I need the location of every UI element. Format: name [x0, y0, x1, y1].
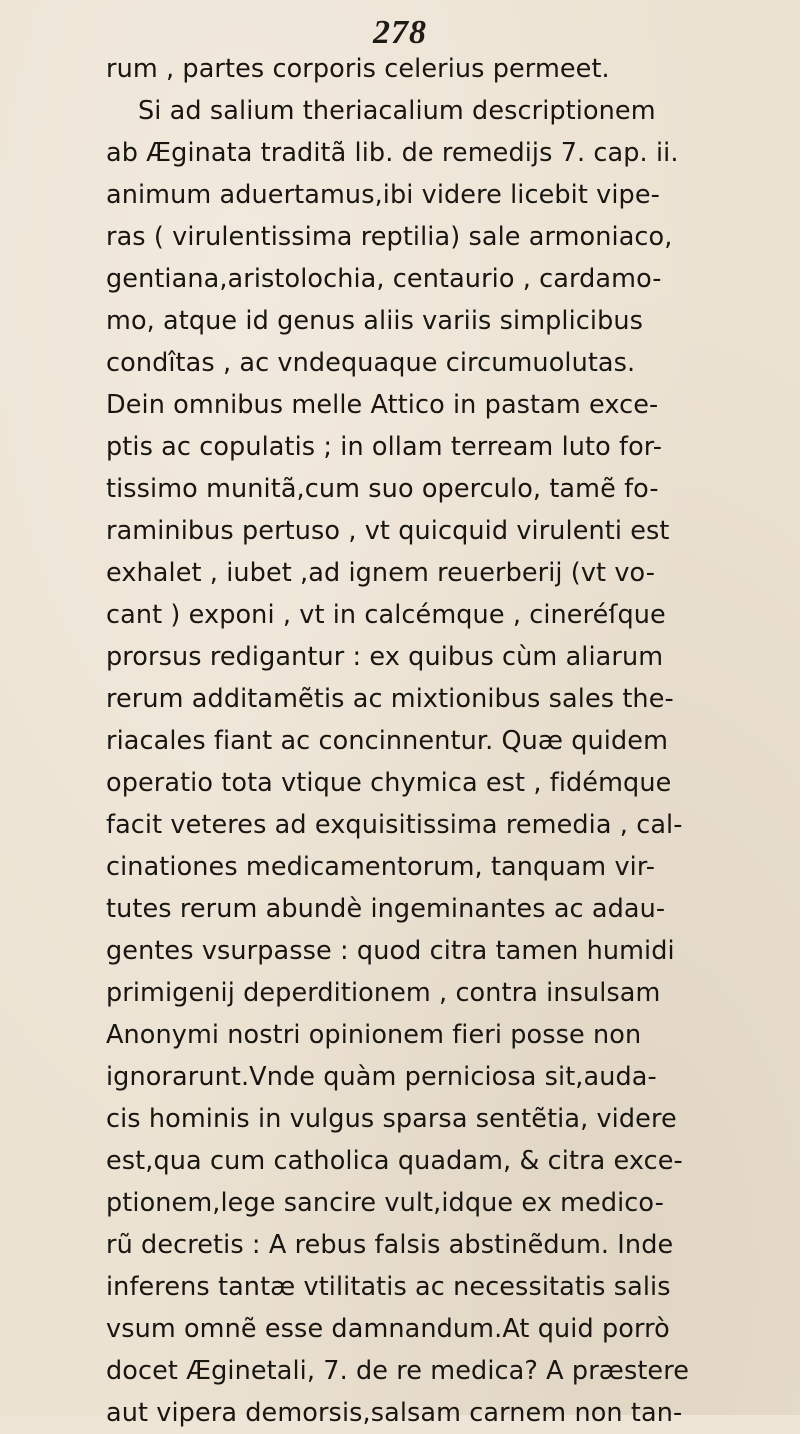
- text-line: ab Æginata traditã lib. de remedijs 7. cap. ii.: [106, 138, 679, 168]
- text-line: condîtas , ac vndequaque circumuolutas.: [106, 348, 636, 378]
- text-line: est,qua cum catholica quadam, & citra exce-: [106, 1146, 683, 1176]
- text-line: rum , partes corporis celerius permeet.: [106, 54, 610, 84]
- text-line: operatio tota vtique chymica est , fidémque: [106, 768, 672, 798]
- text-line: animum aduertamus,ibi videre licebit vipe-: [106, 180, 660, 210]
- text-line: riacales fiant ac concinnentur. Quæ quidem: [106, 726, 669, 756]
- text-line: ras ( virulentissima reptilia) sale armoniaco,: [106, 222, 673, 252]
- text-line: mo, atque id genus aliis variis simplicibus: [106, 306, 644, 336]
- body-text: [106, 48, 796, 1434]
- text-line: cant ) exponi , vt in calcémque , cineréſque: [106, 600, 666, 630]
- text-line: aut vipera demorsis,salsam carnem non tan-: [106, 1398, 683, 1428]
- text-line: ptionem,lege sancire vult,idque ex medico-: [106, 1188, 664, 1218]
- text-line: raminibus pertuso , vt quicquid virulenti est: [106, 516, 670, 546]
- text-line: gentes vsurpasse : quod citra tamen humidi: [106, 936, 675, 966]
- text-line: prorsus redigantur : ex quibus cùm aliarum: [106, 642, 664, 672]
- text-line: gentiana,aristolochia, centaurio , cardamo-: [106, 264, 662, 294]
- text-line: tissimo munitã,cum suo operculo, tamẽ fo-: [106, 474, 659, 504]
- text-line: Si ad salium theriacalium descriptionem: [138, 96, 656, 126]
- page-number: 278: [373, 14, 427, 51]
- text-line: tutes rerum abundè ingeminantes ac adau-: [106, 894, 666, 924]
- text-line: docet Æginetali, 7. de re medica? A præstere: [106, 1356, 690, 1386]
- text-line: cis hominis in vulgus sparsa sentẽtia, videre: [106, 1104, 677, 1134]
- text-line: rerum additamẽtis ac mixtionibus sales the-: [106, 684, 674, 714]
- text-line: exhalet , iubet ,ad ignem reuerberij (vt vo-: [106, 558, 656, 588]
- text-line: cinationes medicamentorum, tanquam vir-: [106, 852, 656, 882]
- text-line: ignorarunt.Vnde quàm perniciosa sit,auda-: [106, 1062, 657, 1092]
- text-line: Dein omnibus melle Attico in pastam exce-: [106, 390, 659, 420]
- text-line: Anonymi nostri opinionem fieri posse non: [106, 1020, 642, 1050]
- text-line: inferens tantæ vtilitatis ac necessitatis salis: [106, 1272, 671, 1302]
- text-line: facit veteres ad exquisitissima remedia , cal-: [106, 810, 683, 840]
- text-line: ptis ac copulatis ; in ollam terream luto for-: [106, 432, 663, 462]
- text-line: vsum omnẽ esse damnandum.At quid porrò: [106, 1314, 670, 1344]
- text-line: primigenij deperditionem , contra insulsam: [106, 978, 661, 1008]
- text-line: rũ decretis : A rebus falsis abstinẽdum. Inde: [106, 1230, 674, 1260]
